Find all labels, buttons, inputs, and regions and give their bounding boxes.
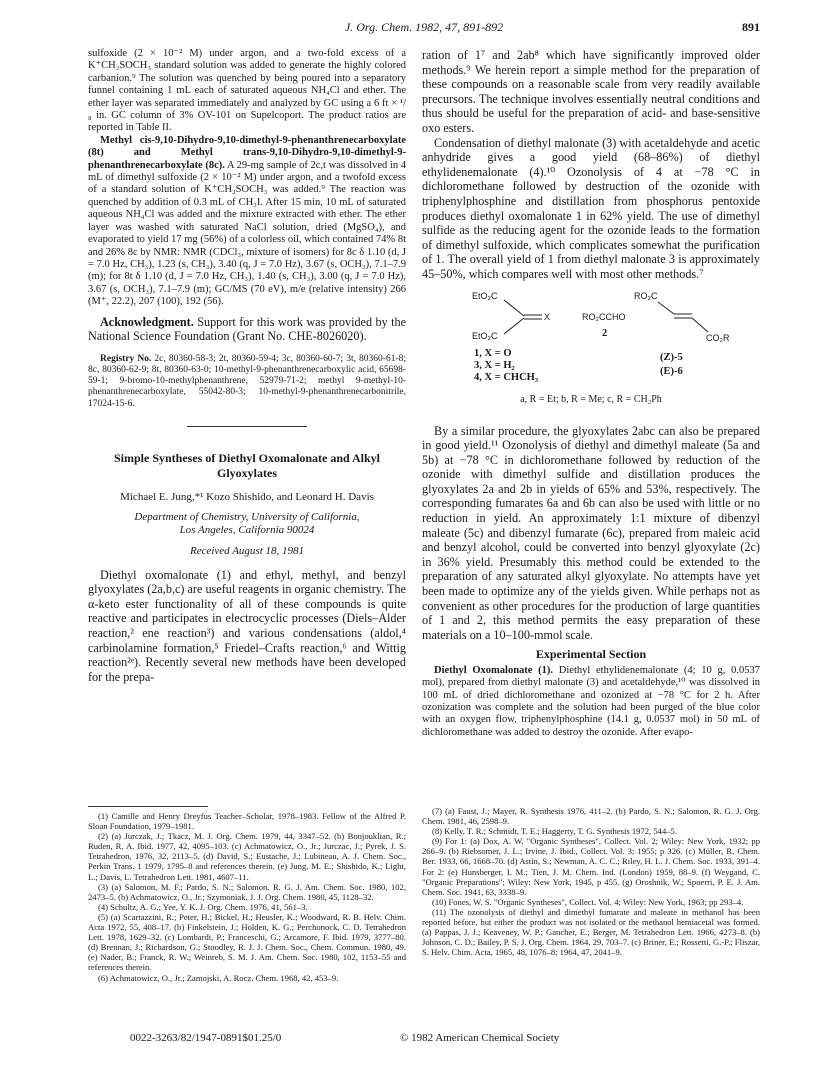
- ro2c-label: RO₂C: [634, 290, 658, 301]
- right-paragraph-2: Condensation of diethyl malonate (3) with acetaldehyde and acetic anhydride gives a good yield (68–86%) of diethyl ethylidenemalonate (4).¹⁰ Ozonolysis of 4 at −78 °C in dichloromethane followed by destruction of the ozonide with triphenylphosphine and distillation from phosphorus pentoxide produces diethyl oxomalonate 1 in 62% yield. The use of dimethyl sulfide as the reducing agent for the ozonide leads to the formation of dimethyl sulfoxide, which complicates somewhat the purification of 1. The overall yield of 1 from diethyl malonate 3 is approximately 45–50%, which compares well with most other methods.⁷: [422, 135, 760, 281]
- footnote: (1) Camille and Henry Dreyfus Teacher–Scholar, 1978–1983. Fellow of the Alfred P. Sloan Foundation, 1979–1981.: [88, 811, 406, 832]
- right-paragraph-3: By a similar procedure, the glyoxylates 2abc can also be prepared in good yield.¹¹ Ozonolysis of diethyl and dimethyl maleate (5a and 5b) at −78 °C in dichloromethane followed by reduction of the ozonide with dimethyl sulfide and distillation produces the glyoxylates 2a and 2b in yields of 65% and 53%, respectively. The corresponding fumarates 6a and 6b can also be used with little or no reduction in yield. An approximately 1:1 mixture of dibenzyl maleate (5c) and dibenzyl fumarate (6c), prepared from maleic acid and benzyl alcohol, could be converted into benzyl glyoxylate (2c) in 36% yield. Presumably this method could be extended to the preparation of any saturated alkyl glyoxylate. No attempts have yet been made to optimize any of the yields given. While perhaps not as convenient as other procedures for the production of large quantities of 1 and 2, this method permits the easy preparation of these materials on a 10–100-mmol scale.: [422, 423, 760, 642]
- ro2ccho-label: RO₂CCHO: [582, 311, 626, 322]
- left-paragraph-2-body: A 29-mg sample of 2c,t was dissolved in 4 mL of dimethyl sulfoxide (2 × 10⁻² M) under argon, and a twofold excess of a standard solution of K⁺CH₂SOCH₃ was added.⁹ The reaction was quenched by addition of 0.3 mL of CH₃I. After 15 min, 10 mL of saturated aqueous NH₄Cl was added and the mixture extracted with ether. The ether layer was washed with saturated NaCl solution, dried (MgSO₄), and evaporated to yield 17 mg (56%) of a colorless oil, which contained 74% 8t and 26% 8c by NMR: NMR (CDCl₃, mixture of isomers) for 8c δ 1.10 (d, J = 7.0 Hz, CH₃), 1.23 (s, CH₃), 3.40 (q, J = 7.0 Hz), 3.67 (s, OCH₃), 7.1–7.9 (m); for 8t δ 1.10 (d, J = 7.0 Hz, CH₃), 1.40 (s, CH₃), 3.00 (q, J = 7.0 Hz), 3.67 (s, OCH₃), 7.1–7.9 (m); GC/MS (70 eV), m/e (relative intensity) 266 (M⁺, 22.2), 207 (100), 192 (56).: [88, 159, 406, 308]
- footnote: (9) For 1: (a) Dox, A. W. "Organic Syntheses", Collect. Vol. 2; Wiley: New York, 1932; pp 266–9. (b) Riebsomer, J. L.; Irvine, J. Ibid., Collect. Vol. 3; 1955; p 326. (c) Müller, R. Chem. Ber. 1933, 66, 1668–70. (d) Astin, S.; Newman, A. C. C.; Riley, H. L. J. Chem. Soc. 1933, 391–4. For 2: (e) Hunsberger, I. M.; Tien, J. M. Chem. Ind. (London) 1959, 88–9. (f) Weygand, C. "Organic Preparations"; Wiley: New York, 1945, p 455. (g) Oroshnik, W.; Spoerri, P. E. J. Am. Chem. Soc. 1941, 63, 3338–9.: [422, 836, 760, 897]
- authors: Michael E. Jung,*¹ Kozo Shishido, and Leonard H. Davis: [120, 490, 374, 503]
- bond-top-left: [504, 300, 524, 316]
- footnote: (6) Achmatowicz, O., Jr.; Zamojski, A. Rocz. Chem. 1968, 42, 453–9.: [98, 972, 339, 983]
- acknowledgment: [88, 315, 406, 344]
- affiliation-line-1: Department of Chemistry, University of California,: [134, 511, 360, 524]
- registry-heading: Registry No.: [100, 353, 152, 364]
- page-number: 891: [742, 20, 760, 34]
- footnotes-right: [422, 806, 760, 957]
- registry-body: 2c, 80360-58-3; 2t, 80360-59-4; 3c, 80360-60-7; 3t, 80360-61-8; 8c, 80360-62-9; 8t, 80360-63-0; 10-methyl-9-phenanthrenecarboxylic acid, 65698-59-1; 9-bromo-10-methylphenanthrene, 52979-71-2; methyl 9-methyl-10-phenanthrenecarboxylate, 55042-80-3; 10-methyl-9-phenanthrenecarbonitrile, 17024-15-6.: [88, 353, 407, 409]
- footnote: (2) (a) Jurczak, J.; Tkacz, M. J. Org. Chem. 1979, 44, 3347–52. (b) Bonjouklian, R.; Ruden, R. A. Ibid. 1977, 42, 4095–103. (c) Achmatowicz, O., Jr.; Jurczac, J.; Pyrek, J. S. Tetrahedron, 1976, 32, 2113–5. (d) David, S.; Eustache, J.; Lubineau, A. J. Chem. Soc., Perkin Trans. 1 1979, 1795–8 and references therein. (e) Jung, M. E.; Shishido, K.; Light, L.; Davis, L. Tetrahedron Lett. 1981, 4607–11.: [88, 831, 406, 882]
- journal-citation: J. Org. Chem. 1982, 47, 891-892: [344, 20, 504, 34]
- right-column: [422, 48, 760, 739]
- footnote: (3) (a) Salomon, M. F.; Pardo, S. N.; Salomon, R. G. J. Am. Chem. Soc. 1980, 102, 2473–5. (b) Achmatowicz, O., Jr.; Szymoniak, J. J. Org. Chem. 1980, 45, 1128–32.: [88, 881, 406, 902]
- footnotes-left: [88, 806, 406, 983]
- footnote: (5) (a) Scartazzini, R.; Peter, H.; Bickel, H.; Heusler, K.; Woodward, R. B. Helv. Chim. Acta 1972, 55, 408–17. (b) Finkelstein, J.; Holden, K. G.; Perchonock, C. D. Tetrahedron Lett. 1978, 1629–32. (c) Lombardi, P.; Franceschi, G.; Arcamore, F. Ibid. 1979, 3777–80. (d) Brennan, J.; Richardson, G.; Stoodley, R. J. J. Chem. Soc., Chem. Commun. 1980, 49. (e) Nader, B.; Franck, R. W.; Weinreb, S. M. J. Am. Chem. Soc. 1980, 102, 1153–55 and references therein.: [88, 911, 406, 973]
- footnote-rule: [88, 806, 208, 807]
- left-paragraph-2: [88, 135, 406, 309]
- footnote: (10) Fones, W. S. "Organic Syntheses", Collect. Vol. 4; Wiley: New York, 1963; pp 293–4.: [432, 896, 744, 907]
- compound-heading: Methyl cis-9,10-Dihydro-9,10-dimethyl-9-phenanthrenecarboxylate (8t) and Methyl trans-9,10-Dihydro-9,10-dimethyl-9-phenanthrenecarboxylate (8c).: [88, 134, 406, 171]
- experimental-heading: Experimental Section: [535, 647, 647, 662]
- x-label: X: [544, 311, 551, 322]
- compound-4-line: 4, X = CHCH₃: [474, 371, 538, 383]
- intro-paragraph: Diethyl oxomalonate (1) and ethyl, methyl, and benzyl glyoxylates (2a,b,c) are useful reagents in organic chemistry. The α-keto ester functionality of all of these compounds is quite reactive and participates in electrocyclic processes (Diels–Alder reaction,² ene reaction³) and various condensations (aldol,⁴ carbinolamine formation,⁵ Friedel–Crafts reaction,⁶ and Wittig reaction²ᵉ). Recently several new methods have been developed for the prepa-: [88, 567, 406, 684]
- acknowledgment-heading: Acknowledgment.: [100, 314, 194, 329]
- compound-3-line: 3, X = H₂: [474, 359, 515, 371]
- compound-2-label: 2: [602, 327, 608, 339]
- right-paragraph-1: ration of 1⁷ and 2ab⁸ which have significantly improved older methods.⁹ We herein report a simple method for the preparation of these compounds on a reasonable scale from very readily available precursors. The technique involves essentially neutral conditions and thus should be useful for the preparation of acid- and base-sensitive oxo esters.: [422, 48, 760, 135]
- footnote: (11) The ozonolysis of diethyl and dimethyl fumarate and maleate in methanol has been reported before, but either the product was not isolated or the methanol hemiacetal was formed. (a) Pappas, J. J.; Keaveney, W. P.; Gancher, E.; Berger, M. Tetrahedron Lett. 1966, 4273–8. (b) Johnson, C. D.; Bailey, P. S. J. Org. Chem. 1964, 29, 703–7. (c) Briner, E.; Rossetti, G.-P.; Fliszar, S. Helv. Chim. Acta, 1965, 48, 1076–8; 1964, 47, 2041–9.: [422, 906, 760, 958]
- experimental-compound-heading: Diethyl Oxomalonate (1).: [434, 664, 554, 676]
- co2r-label: CO₂R: [706, 332, 730, 343]
- eto2c-top-label: EtO₂C: [472, 290, 498, 301]
- left-column: [88, 48, 406, 684]
- copyright: © 1982 American Chemical Society: [400, 1032, 560, 1044]
- bond-right-1: [658, 302, 674, 314]
- registry-numbers: [88, 354, 406, 410]
- affiliation: [88, 511, 406, 537]
- footnote: (4) Schultz, A. G.; Yee, Y. K. J. Org. Chem. 1976, 41, 561–3.: [98, 901, 308, 912]
- article-separator: [187, 426, 307, 427]
- footnote: (8) Kelly, T. R.; Schmidt, T. E.; Haggerty, T. G. Synthesis 1972, 544–5.: [432, 826, 677, 837]
- footnote: (7) (a) Faust, J.; Mayer, R. Synthesis 1976, 411–2. (b) Pardo, S. N.; Salomon, R. G. J. Org. Chem. 1981, 46, 2598–9.: [422, 806, 760, 827]
- experimental-paragraph: [422, 665, 760, 739]
- acknowledgment-body: Support for this work was provided by the National Science Foundation (Grant No. CHE-8026020).: [88, 314, 406, 344]
- received-date: Received August 18, 1981: [189, 545, 305, 558]
- compound-e6-label: (E)-6: [660, 365, 683, 377]
- running-header: [88, 20, 760, 36]
- compound-1-line: 1, X = O: [474, 347, 512, 359]
- eto2c-bottom-label: EtO₂C: [472, 330, 498, 341]
- scheme-caption: a, R = Et; b, R = Me; c, R = CH₂Ph: [520, 393, 662, 405]
- bond-right-4: [692, 318, 708, 332]
- left-paragraph-1: sulfoxide (2 × 10⁻² M) under argon, and a two-fold excess of a K⁺CH₂SOCH₃ standard solution was added to generate the highly colored carbanion.⁹ The solution was quenched by being poured into a separatory funnel containing 1 mL each of saturated aqueous NH₄Cl and ether. The ether layer was separated immediately and analyzed by GC using a 6 ft × ¹/₈ in. GC column of 3% OV-101 on Supelcoport. The product ratios are reported in Table II.: [88, 48, 406, 134]
- experimental-body: Diethyl ethylidenemalonate (4; 10 g, 0.0537 mol), prepared from diethyl malonate (3) and acetaldehyde,¹⁰ was dissolved in 100 mL of dried dichloromethane and ozonized at −78 °C for 2 h. After ozonization was complete and the solution had been purged of the blue color with an oxygen flow, triphenylphosphine (14.1 g, 0.0537 mol) in 50 mL of dichloromethane was added to destroy the ozonide. After evapo-: [422, 664, 760, 738]
- price-code: 0022-3263/82/1947-0891$01.25/0: [130, 1032, 282, 1044]
- article-title: Simple Syntheses of Diethyl Oxomalonate and Alkyl Glyoxylates: [113, 450, 381, 480]
- reaction-scheme: [422, 288, 760, 418]
- affiliation-line-2: Los Angeles, California 90024: [179, 524, 315, 537]
- bond-bottom-left: [504, 318, 524, 334]
- compound-z5-label: (Z)-5: [660, 351, 683, 363]
